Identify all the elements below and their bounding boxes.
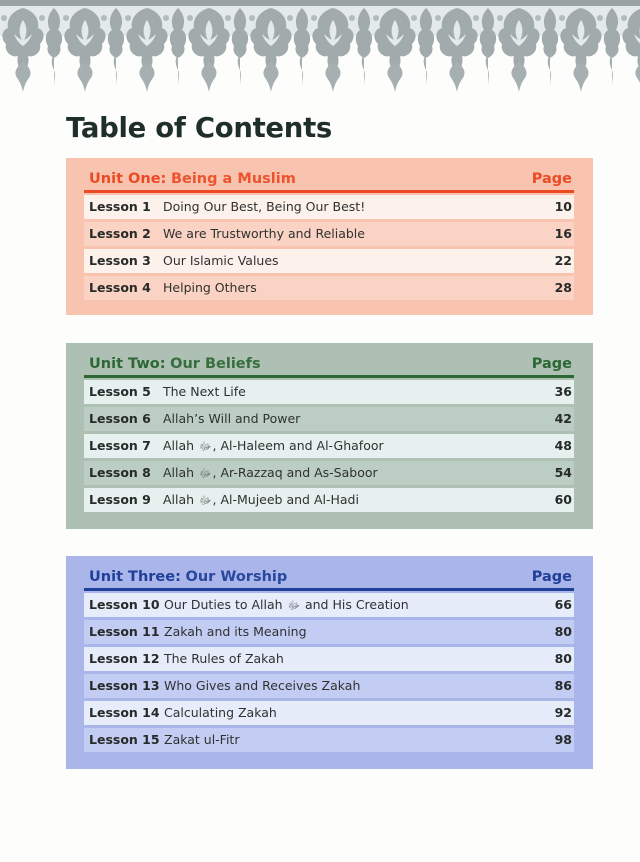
lesson-page: 80 xyxy=(554,624,572,639)
unit-one-panel xyxy=(66,158,593,315)
honorific-glyph-icon: ﷻ xyxy=(199,493,212,507)
lesson-number: Lesson 9 xyxy=(89,492,151,507)
unit-heading xyxy=(89,568,287,586)
lesson-title-pre: Our Duties to Allah xyxy=(164,596,283,612)
lesson-row[interactable] xyxy=(84,488,574,512)
unit-heading xyxy=(89,355,261,373)
lesson-row[interactable] xyxy=(84,222,574,246)
lesson-title: The Next Life xyxy=(163,384,246,399)
lesson-title-post: , Ar-Razzaq and As-Saboor xyxy=(212,464,378,480)
lesson-number: Lesson 14 xyxy=(89,705,160,720)
unit-label: Unit Three: xyxy=(89,569,181,585)
lesson-list xyxy=(84,593,574,752)
lesson-row[interactable] xyxy=(84,434,574,458)
lesson-row[interactable] xyxy=(84,276,574,300)
lesson-number: Lesson 6 xyxy=(89,411,151,426)
lesson-row[interactable] xyxy=(84,249,574,273)
unit-title: Being a Muslim xyxy=(170,171,296,187)
lesson-number: Lesson 10 xyxy=(89,597,160,612)
lesson-row[interactable] xyxy=(84,195,574,219)
unit-header xyxy=(84,556,574,591)
lesson-row[interactable] xyxy=(84,674,574,698)
unit-header xyxy=(84,158,574,193)
honorific-glyph-icon: ﷻ xyxy=(287,598,300,612)
lesson-page: 86 xyxy=(554,678,572,693)
lesson-row[interactable] xyxy=(84,620,574,644)
lesson-row[interactable] xyxy=(84,593,574,617)
lesson-page: 36 xyxy=(554,384,572,399)
unit-two-panel xyxy=(66,343,593,529)
lesson-number: Lesson 5 xyxy=(89,384,151,399)
lesson-number: Lesson 12 xyxy=(89,651,160,666)
lesson-title xyxy=(163,461,532,486)
lesson-title-pre: Allah xyxy=(163,464,195,480)
honorific-glyph-icon: ﷻ xyxy=(199,439,212,453)
lesson-page: 10 xyxy=(554,199,572,214)
lesson-title-pre: Allah xyxy=(163,491,195,507)
lesson-title: Our Islamic Values xyxy=(163,253,279,268)
lesson-row[interactable] xyxy=(84,728,574,752)
lesson-list xyxy=(84,380,574,512)
lesson-number: Lesson 7 xyxy=(89,438,151,453)
lesson-title: The Rules of Zakah xyxy=(164,651,284,666)
damask-ornament-border-icon xyxy=(0,0,640,96)
lesson-row[interactable] xyxy=(84,701,574,725)
lesson-number: Lesson 13 xyxy=(89,678,160,693)
lesson-title xyxy=(163,488,532,513)
lesson-number: Lesson 8 xyxy=(89,465,151,480)
lesson-number: Lesson 15 xyxy=(89,732,160,747)
lesson-page: 80 xyxy=(554,651,572,666)
page-title: Table of Contents xyxy=(66,112,332,144)
lesson-number: Lesson 2 xyxy=(89,226,151,241)
lesson-row[interactable] xyxy=(84,407,574,431)
lesson-page: 16 xyxy=(554,226,572,241)
lesson-number: Lesson 3 xyxy=(89,253,151,268)
page-column-header: Page xyxy=(531,569,572,585)
unit-three-panel xyxy=(66,556,593,769)
lesson-title: Who Gives and Receives Zakah xyxy=(164,678,361,693)
lesson-title-pre: Allah xyxy=(163,437,195,453)
page-column-header: Page xyxy=(531,356,572,372)
lesson-title-post: , Al-Mujeeb and Al-Hadi xyxy=(212,491,359,507)
lesson-title: Calculating Zakah xyxy=(164,705,277,720)
unit-heading xyxy=(89,170,296,188)
lesson-title: Helping Others xyxy=(163,280,257,295)
lesson-title-post: and His Creation xyxy=(304,596,409,612)
honorific-glyph-icon: ﷻ xyxy=(199,466,212,480)
lesson-title-post: , Al-Haleem and Al-Ghafoor xyxy=(212,437,384,453)
lesson-title: Doing Our Best, Being Our Best! xyxy=(163,199,366,214)
lesson-title: Zakat ul-Fitr xyxy=(164,732,240,747)
lesson-title: Zakah and its Meaning xyxy=(164,624,307,639)
lesson-number: Lesson 11 xyxy=(89,624,160,639)
lesson-number: Lesson 4 xyxy=(89,280,151,295)
lesson-title: Allah’s Will and Power xyxy=(163,411,301,426)
unit-title: Our Beliefs xyxy=(170,356,261,372)
lesson-title xyxy=(163,434,532,459)
unit-title: Our Worship xyxy=(185,569,288,585)
lesson-page: 92 xyxy=(554,705,572,720)
unit-label: Unit One: xyxy=(89,171,167,187)
lesson-row[interactable] xyxy=(84,647,574,671)
lesson-page: 22 xyxy=(554,253,572,268)
lesson-title xyxy=(164,593,532,618)
lesson-number: Lesson 1 xyxy=(89,199,151,214)
page-column-header: Page xyxy=(531,171,572,187)
lesson-row[interactable] xyxy=(84,461,574,485)
lesson-page: 66 xyxy=(554,597,572,612)
lesson-list xyxy=(84,195,574,300)
lesson-page: 48 xyxy=(554,438,572,453)
lesson-page: 60 xyxy=(554,492,572,507)
lesson-page: 54 xyxy=(554,465,572,480)
lesson-page: 42 xyxy=(554,411,572,426)
lesson-row[interactable] xyxy=(84,380,574,404)
lesson-title: We are Trustworthy and Reliable xyxy=(163,226,365,241)
lesson-page: 28 xyxy=(554,280,572,295)
unit-header xyxy=(84,343,574,378)
unit-label: Unit Two: xyxy=(89,356,166,372)
lesson-page: 98 xyxy=(554,732,572,747)
